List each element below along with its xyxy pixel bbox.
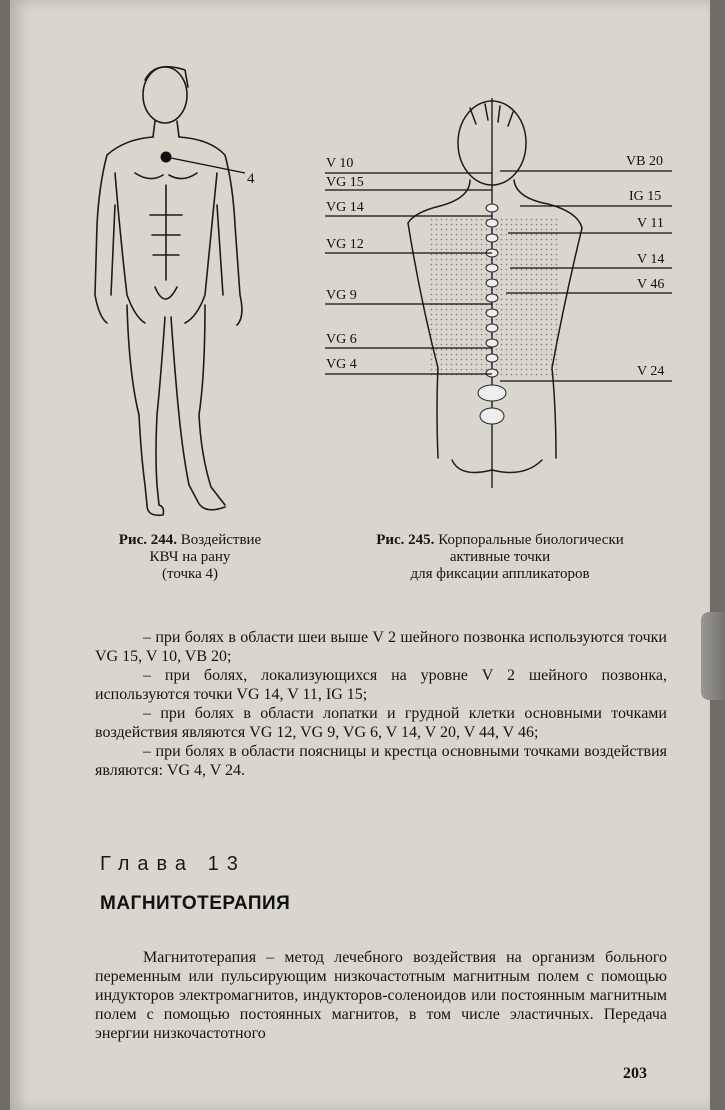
treatment-bullets [95, 628, 667, 780]
figure-244-front-body [85, 55, 275, 525]
figure-245-back-body [320, 98, 675, 488]
bullet-neck-v2: – при болях, локализующихся на уровне V 2 шейного позвонка, используются точки VG 14, V 11, IG 15; [95, 667, 667, 703]
label-v14: V 14 [637, 252, 665, 267]
page-edge-tab [701, 612, 725, 700]
paragraph-text: Магнитотерапия – метод лечебного воздействия на организм больного переменным или пульсирующим низкочастотным магнитным полем с помощью индукторов электромагнитов, индукторов-соленоидов или постоянным магнитным полем с помощью постоянных магнитов, в том числе эластичных. Передача энергии низкочастотного [95, 949, 667, 1042]
label-ig15: IG 15 [629, 189, 662, 204]
bullet-lumbar-sacrum: – при болях в области поясницы и крестца основными точками воздействия являются: VG 4, V 24. [95, 743, 667, 779]
caption-245-line1: Корпоральные биологически [438, 532, 624, 548]
label-vg4: VG 4 [326, 357, 357, 372]
chapter-title: Глава 13 [100, 853, 246, 875]
page-number: 203 [623, 1065, 647, 1082]
figure-245-caption [340, 532, 660, 583]
label-v11: V 11 [637, 216, 664, 231]
caption-245-line2: активные точки [449, 549, 551, 565]
caption-244-line1: Воздействие [180, 532, 262, 548]
label-vg12: VG 12 [326, 237, 364, 252]
label-v24: V 24 [637, 364, 665, 379]
caption-245-number: Рис. 245. [376, 532, 435, 548]
label-vg15: VG 15 [326, 175, 364, 190]
section-heading: МАГНИТОТЕРАПИЯ [100, 893, 291, 914]
label-vg9: VG 9 [326, 288, 357, 303]
label-vg14: VG 14 [326, 200, 364, 215]
label-vg6: VG 6 [326, 332, 357, 347]
caption-245-line3: для фиксации аппликаторов [410, 566, 590, 582]
label-vb20: VB 20 [626, 154, 663, 169]
bullet-scapula-chest: – при болях в области лопатки и грудной клетки основными точками воздействия являются VG 12, VG 9, VG 6, V 14, V 20, V 44, V 46; [95, 705, 667, 741]
bullet-neck-above-v2: – при болях в области шеи выше V 2 шейного позвонка используются точки VG 15, V 10, VB 20; [95, 629, 667, 665]
caption-244-line3: (точка 4) [162, 566, 218, 582]
figure-244-caption [90, 532, 290, 583]
label-v46: V 46 [637, 277, 665, 292]
caption-244-number: Рис. 244. [118, 532, 177, 548]
label-v10: V 10 [326, 156, 354, 171]
intro-paragraph [95, 948, 667, 1043]
caption-244-line2: КВЧ на рану [149, 549, 231, 565]
figure-244-point-label: 4 [247, 171, 255, 187]
